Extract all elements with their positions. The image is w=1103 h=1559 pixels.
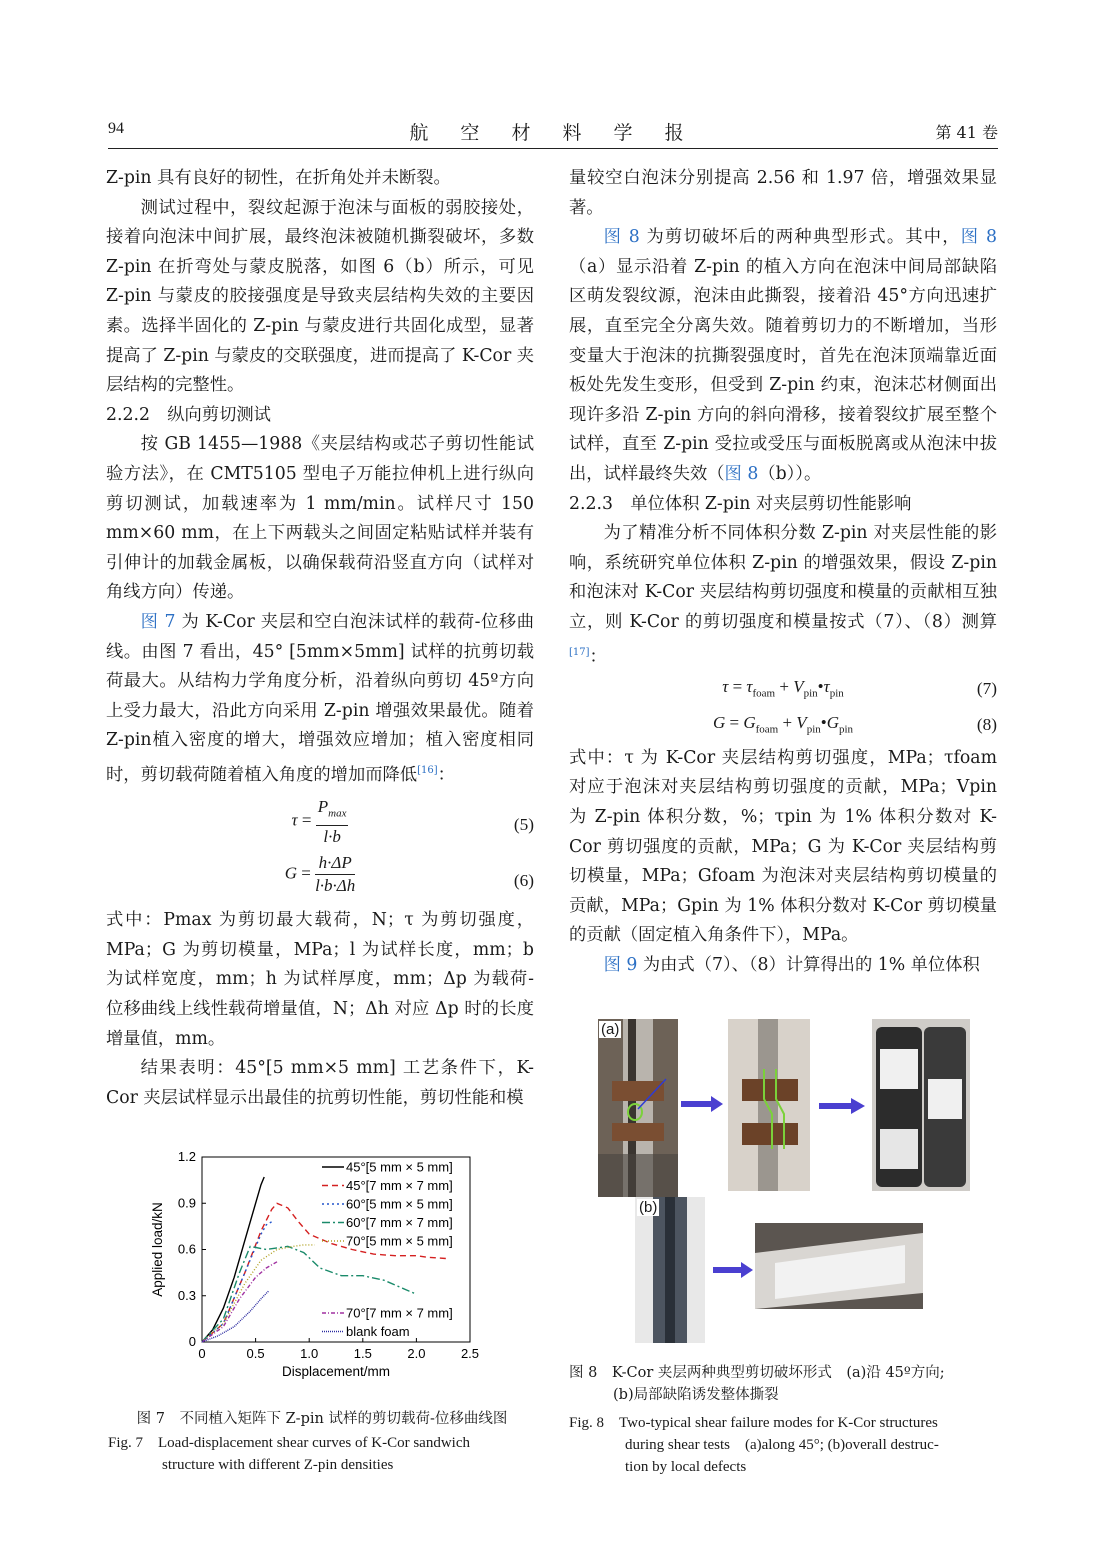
citation[interactable]: [17] [569,646,590,658]
equation-6: G = $\frac{h\cdot\Delta P}{l\cdot b\cdot\Delta h}$ (6) [284,853,534,896]
volume-label: 第 41 卷 [935,123,998,142]
paragraph: 图 7 为 K-Cor 夹层和空白泡沫试样的载荷-位移曲线。由图 7 看出，45° [5mm×5mm] 试样的抗剪切载荷最大。从结构力学角度分析，沿着纵向剪切 45º方向上受力最大，沿此方向采用 Z-pin 增强效果最优。随着 Z-pin植入密度的增大，增强效应增加；植入密度相同时，剪切载荷随着植入角度的增加而降低[16]： [106,611,534,785]
caption-en: during shear tests (a)along 45°; (b)overall destruc- [625,1437,939,1453]
x-tick-label: 0.5 [246,1346,265,1361]
paragraph: Z-pin 具有良好的韧性，在折角处并未断裂。 [106,168,451,188]
left-column [106,164,534,1113]
section-heading: 2.2.2 纵向剪切测试 [106,404,271,425]
paragraph: 量较空白泡沫分别提高 2.56 和 1.97 倍，增强效果显著。 [569,168,997,218]
figure-link[interactable]: 图 8 [724,463,759,484]
panel-label-a: (a) [601,1021,620,1038]
paragraph: 测试过程中，裂纹起源于泡沫与面板的弱胶接处，接着向泡沫中间扩展，最终泡沫被随机撕裂破坏，多数 Z-pin 在折弯处与蒙皮脱落，如图 6（b）所示，可见 Z-pin 与蒙皮的胶接强度是导致夹层结构失效的主要因素。选择半固化的 Z-pin 与蒙皮进行共固化成型，显著提高了 Z-pin 与蒙皮的交联强度，进而提高了 K-Cor 夹层结构的完整性。 [106,197,534,396]
arrow-icon [819,1097,865,1115]
x-tick-label: 2.0 [407,1346,426,1361]
legend-entry: 45°[5 mm × 5 mm] [346,1159,453,1175]
panel-label-b: (b) [639,1199,658,1216]
paragraph: 式中：τ 为 K-Cor 夹层结构剪切强度，MPa；τfoam 对应于泡沫对夹层结构剪切强度的贡献，MPa；Vpin 为 Z-pin 体积分数，%；τpin 为 1% 体积分数对 K-Cor 剪切强度的贡献，MPa；G 为 K-Cor 夹层结构剪切模量，MPa；Gfoam 为泡沫对夹层结构剪切模量的贡献，MPa；Gpin 为 1% 体积分数对 K-Cor 剪切模量的贡献（固定植入角条件下），MPa。 [569,747,997,946]
equation-8: $G = G_{foam}$ + $V_{pin}•G_{pin}$ (8) [569,708,997,744]
y-axis-label: Applied load/kN [150,1202,165,1297]
defect-specimen-photo [635,1197,705,1343]
paragraph: 为了精准分析不同体积分数 Z-pin 对夹层性能的影响，系统研究单位体积 Z-pin 的增强效果，假设 Z-pin 和泡沫对 K-Cor 夹层结构剪切强度和模量的贡献相互独立，则 K-Cor 的剪切强度和模量按式（7）、（8）测算[17]： [569,523,997,667]
paragraph: 结果表明：45°[5 mm×5 mm] 工艺条件下，K-Cor 夹层试样显示出最佳的抗剪切性能，剪切性能和模 [106,1058,534,1108]
x-tick-label: 1.0 [300,1346,319,1361]
figure-link[interactable]: 图 7 [140,611,176,632]
paragraph: 图 9 为由式（7）、（8）计算得出的 1% 单位体积 [603,955,980,976]
paragraph: 按 GB 1455—1988《夹层结构或芯子剪切性能试验方法》，在 CMT5105 型电子万能拉伸机上进行纵向剪切测试，加载速率为 1 mm/min。试样尺寸 150 mm×60 mm，在上下两载头之间固定粘贴试样并装有引伸计的加载金属板，以确保载荷沿竖直方向（试样对角线方向）传递。 [106,434,534,603]
page-number: 94 [108,120,124,137]
equation-number: (6) [513,871,534,891]
figure-7-caption [108,1408,536,1476]
series-line-0 [202,1177,264,1342]
caption-en: structure with different Z-pin densities [162,1457,394,1473]
journal-title: 航 空 材 料 学 报 [409,122,697,144]
caption-en: Fig. 8 Two-typical shear failure modes for K-Cor structures [569,1415,938,1431]
paragraph: 式中：Pmax 为剪切最大载荷，N；τ 为剪切强度，MPa；G 为剪切模量，MPa；l 为试样长度，mm；b 为试样宽度，mm；h 为试样厚度，mm；Δp 为载荷-位移曲线上线性载荷增量值，N；Δh 对应 Δp 时的长度增量值，mm。 [106,910,534,1049]
y-tick-label: 0.3 [177,1287,196,1303]
section-heading: 2.2.3 单位体积 Z-pin 对夹层剪切性能影响 [569,493,912,514]
x-tick-label: 0 [198,1346,206,1361]
equation-number: (5) [513,815,534,835]
figure-8-caption [569,1362,999,1478]
equation-number: (7) [976,678,997,698]
failed-specimen-photo [728,1019,810,1191]
y-tick-label: 1.2 [177,1149,196,1164]
x-tick-label: 1.5 [353,1346,372,1361]
citation[interactable]: [16] [417,764,438,776]
legend-entry: 45°[7 mm × 7 mm] [346,1178,453,1193]
caption-en: tion by local defects [625,1459,747,1475]
legend-entry: 70°[7 mm × 7 mm] [346,1305,453,1321]
caption-cn: 图 7 不同植入矩阵下 Z-pin 试样的剪切载荷-位移曲线图 [136,1411,508,1427]
figure-link[interactable]: 图 9 [603,955,638,976]
right-column [569,164,997,981]
caption-cn: (b)局部缺陷诱发整体撕裂 [613,1387,779,1403]
x-axis-label: Displacement/mm [281,1364,391,1379]
paragraph: 图 8 为剪切破坏后的两种典型形式。其中，图 8（a）显示沿着 Z-pin 的植入方向在泡沫中间局部缺陷区萌发裂纹源，泡沫由此撕裂，接着沿 45°方向迅速扩展，直至完全分离失效。随着剪切力的不断增加，当形变量大于泡沫的抗撕裂强度时，首先在泡沫顶端靠近面板处先发生变形，但受到 Z-pin 约束，泡沫芯材侧面出现许多沿 Z-pin 方向的斜向滑移，接着裂纹扩展至整个试样，直至 Z-pin 受拉或受压与面板脱离或从泡沫中拔出，试样最终失效（图 8（b））。 [569,227,997,484]
y-tick-label: 0.9 [177,1195,196,1211]
caption-cn: 图 8 K-Cor 夹层两种典型剪切破坏形式 (a)沿 45º方向; [569,1365,945,1381]
arrow-icon [713,1261,753,1279]
y-tick-label: 0.6 [177,1241,196,1257]
figure-link[interactable]: 图 8 [960,227,997,248]
x-tick-label: 2.5 [460,1346,480,1361]
load-displacement-chart [140,1145,500,1390]
legend-entry: blank foam [346,1324,410,1339]
figure-link[interactable]: 图 8 [603,227,640,248]
figure-8 [595,1015,975,1345]
arrow-icon [681,1095,723,1113]
equation-5: τ = $\frac{P_{max}}{l\cdot b}$ (5) [291,797,534,846]
legend-entry: 60°[7 mm × 7 mm] [346,1215,453,1230]
y-tick-label: 0 [188,1334,196,1349]
legend-entry: 70°[5 mm × 5 mm] [346,1233,453,1249]
caption-en: Fig. 7 Load-displacement shear curves of K-Cor sandwich [108,1435,470,1451]
page-header [108,118,998,149]
fractured-foam-photo [872,1019,970,1191]
equation-7: $\tau = \tau_{foam}$ + $V_{pin}•\tau_{pin}$ (7) [569,672,997,708]
legend-entry: 60°[5 mm × 5 mm] [346,1196,453,1212]
equation-number: (8) [976,714,997,734]
shear-specimen-photo [598,1019,678,1197]
torn-foam-photo [755,1223,923,1309]
